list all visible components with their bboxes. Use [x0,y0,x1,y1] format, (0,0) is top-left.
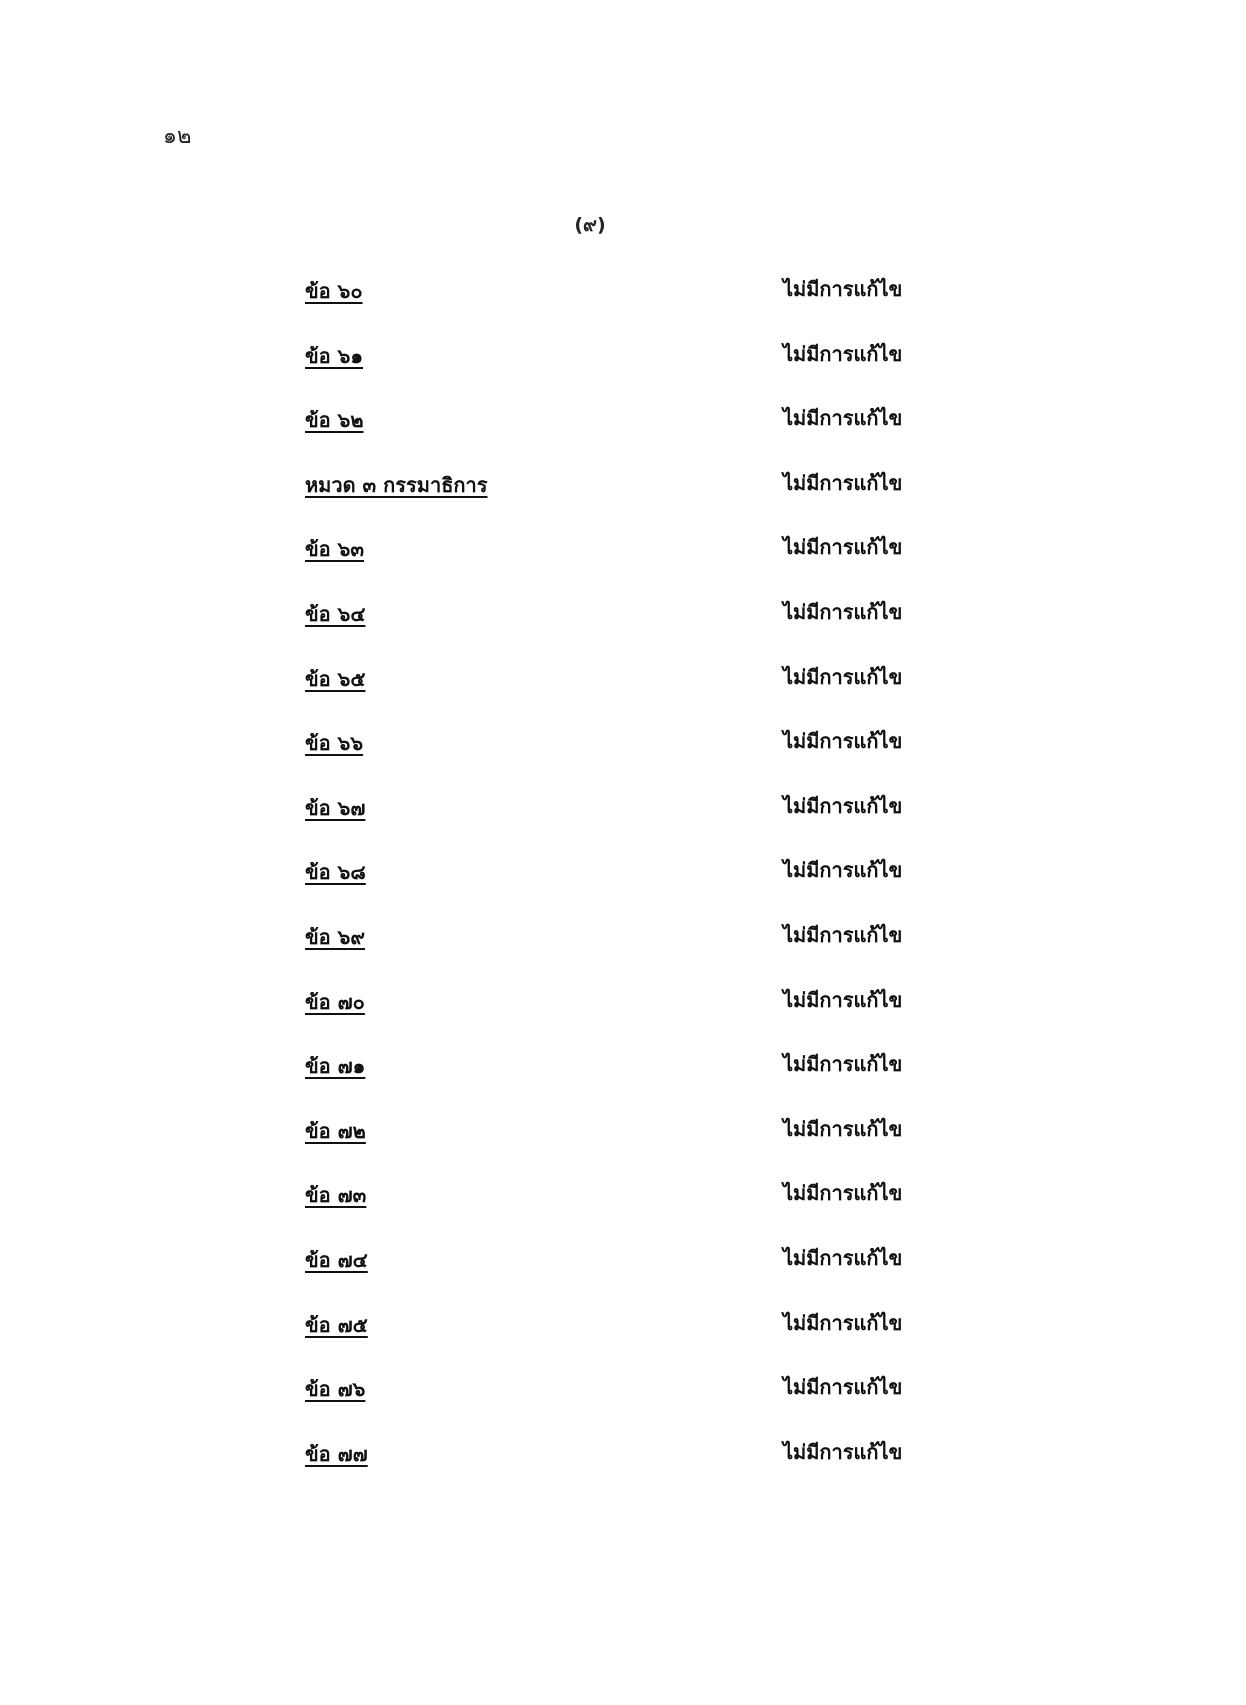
clause-label: ข้อ ๖๓ [305,537,365,562]
list-item [305,275,925,340]
list-item [305,986,925,1051]
clause-label: ข้อ ๗๔ [305,1247,368,1272]
list-item [305,856,925,921]
clause-label: ข้อ ๖๗ [305,795,366,820]
page-number: ๑๒ [163,124,192,149]
amendment-status: ไม่มีการแก้ไข [783,1439,903,1464]
clause-label: ข้อ ๖๕ [305,666,366,691]
amendment-status: ไม่มีการแก้ไข [783,922,903,947]
clause-label: ข้อ ๖๑ [305,343,364,368]
amendment-status: ไม่มีการแก้ไข [783,1375,903,1400]
amendment-status: ไม่มีการแก้ไข [783,1116,903,1141]
list-item [305,1179,925,1244]
list-item [305,1050,925,1115]
amendment-status: ไม่มีการแก้ไข [783,406,903,431]
list-item [305,1373,925,1438]
amendment-status: ไม่มีการแก้ไข [783,1310,903,1335]
list-item [305,469,925,534]
amendment-status: ไม่มีการแก้ไข [783,1181,903,1206]
clause-label: ข้อ ๗๕ [305,1312,368,1337]
list-item [305,1309,925,1374]
list-item [305,1115,925,1180]
clause-label: ข้อ ๖๖ [305,731,364,756]
list-item [305,727,925,792]
clause-label: ข้อ ๖๔ [305,601,366,626]
section-number: (๙) [574,214,606,236]
clause-label: ข้อ ๗๖ [305,1377,366,1402]
list-item [305,663,925,728]
clause-label: ข้อ ๖๐ [305,279,363,303]
clause-label: ข้อ ๗๑ [305,1054,366,1079]
list-item [305,1438,925,1503]
amendment-status: ไม่มีการแก้ไข [783,535,903,560]
list-item [305,598,925,663]
amendment-status: ไม่มีการแก้ไข [783,664,903,689]
clause-label: ข้อ ๗๓ [305,1183,367,1208]
chapter-label: หมวด ๓ กรรมาธิการ [305,472,488,497]
list-item [305,921,925,986]
amendment-status: ไม่มีการแก้ไข [783,470,903,495]
amendment-status: ไม่มีการแก้ไข [783,729,903,754]
amendment-list [305,275,925,1502]
list-item [305,533,925,598]
list-item [305,792,925,857]
list-item [305,340,925,405]
amendment-status: ไม่มีการแก้ไข [783,793,903,818]
clause-label: ข้อ ๗๗ [305,1441,368,1466]
list-item [305,1244,925,1309]
amendment-status: ไม่มีการแก้ไข [783,341,903,366]
clause-label: ข้อ ๖๙ [305,924,365,949]
clause-label: ข้อ ๖๘ [305,860,366,885]
amendment-status: ไม่มีการแก้ไข [783,858,903,883]
amendment-status: ไม่มีการแก้ไข [783,599,903,624]
clause-label: ข้อ ๖๒ [305,408,364,433]
list-item [305,404,925,469]
amendment-status: ไม่มีการแก้ไข [783,1245,903,1270]
amendment-status: ไม่มีการแก้ไข [783,987,903,1012]
clause-label: ข้อ ๗๒ [305,1118,366,1143]
amendment-status: ไม่มีการแก้ไข [783,277,903,301]
clause-label: ข้อ ๗๐ [305,989,365,1014]
amendment-status: ไม่มีการแก้ไข [783,1052,903,1077]
